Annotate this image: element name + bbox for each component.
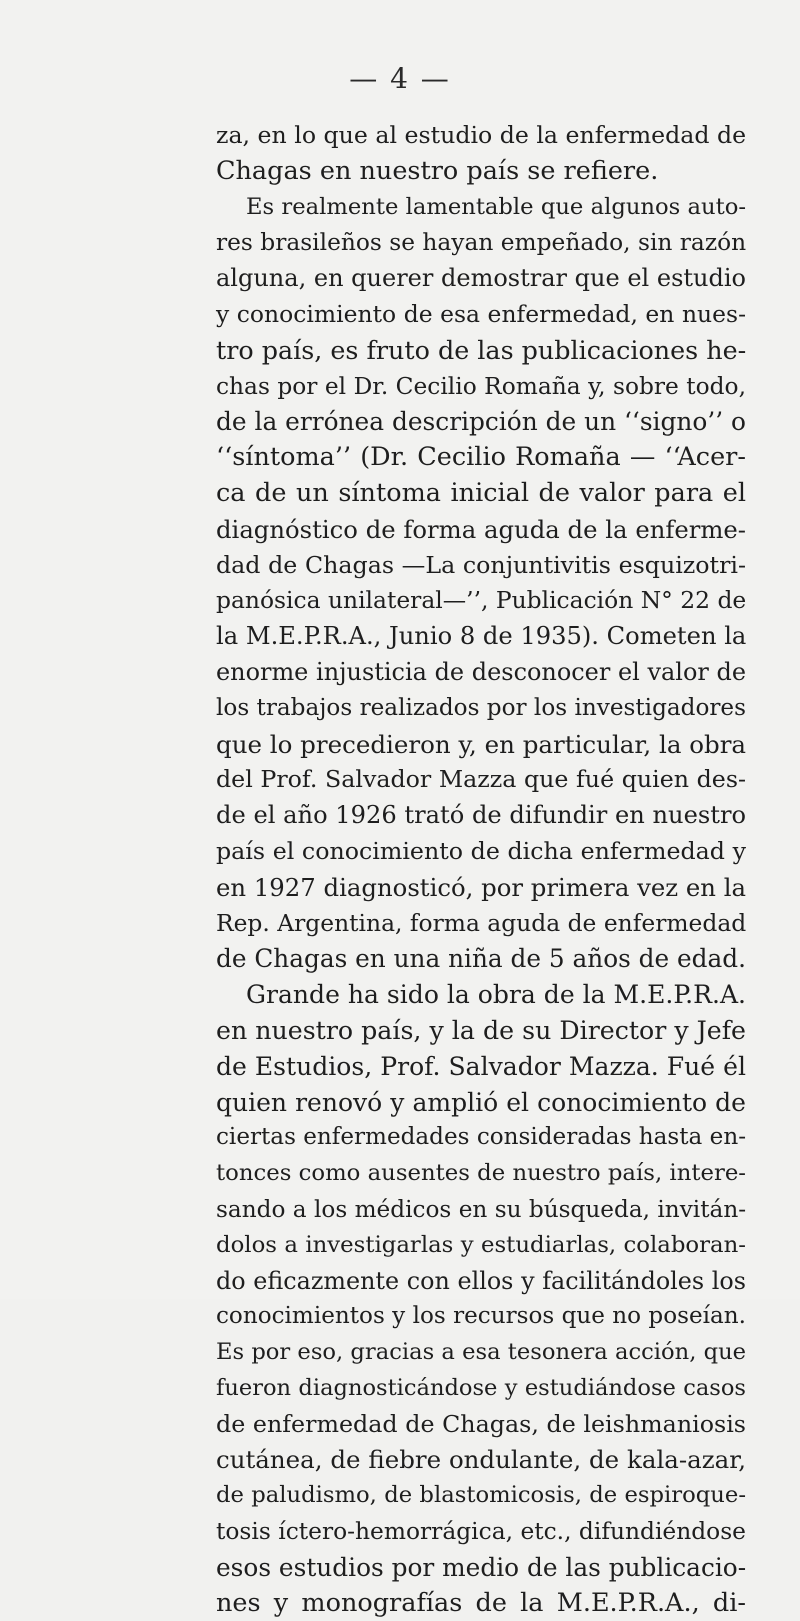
text-line: quien renovó y amplió el conocimiento de — [216, 1087, 746, 1117]
text-line: de el año 1926 trató de difundir en nuestro — [216, 801, 746, 830]
text-line: ca de un síntoma inicial de valor para el — [216, 477, 746, 508]
text-line: dad de Chagas —La conjuntivitis esquizotri- — [216, 550, 746, 579]
text-line: tro país, es fruto de las publicaciones he- — [216, 334, 747, 365]
text-line: diagnóstico de forma aguda de la enferme- — [216, 514, 746, 544]
text-line: enorme injusticia de desconocer el valor de — [216, 657, 746, 686]
text-line: país el conocimiento de dicha enfermedad y — [216, 836, 746, 865]
text-line: los trabajos realizados por los investigadores — [216, 694, 746, 721]
text-line: res brasileños se hayan empeñado, sin razón — [216, 229, 747, 257]
text-line: tonces como ausentes de nuestro país, intere- — [216, 1160, 746, 1187]
text-line: panósica unilateral—’’, Publicación N° 22 de — [216, 586, 747, 615]
text-line: ‘‘síntoma’’ (Dr. Cecilio Romaña — ‘‘Acer- — [216, 442, 746, 473]
text-line: nes y monografías de la M.E.P.R.A., di- — [216, 1587, 746, 1618]
page-number-header: — 4 — — [349, 62, 451, 95]
text-line: Es realmente lamentable que algunos auto- — [246, 193, 746, 220]
text-line: de Estudios, Prof. Salvador Mazza. Fué él — [216, 1051, 746, 1081]
text-line: en 1927 diagnosticó, por primera vez en la — [216, 872, 746, 902]
text-line: de paludismo, de blastomicosis, de espiroque- — [216, 1482, 746, 1509]
text-line: fueron diagnosticándose y estudiándose casos — [216, 1374, 746, 1401]
text-line: za, en lo que al estudio de la enfermedad de — [216, 121, 747, 149]
text-line: sando a los médicos en su búsqueda, invitán- — [216, 1195, 747, 1223]
text-line: Rep. Argentina, forma aguda de enfermedad — [216, 908, 747, 937]
text-line: ciertas enfermedades consideradas hasta en- — [216, 1124, 746, 1151]
text-line: la M.E.P.R.A., Junio 8 de 1935). Cometen la — [216, 622, 747, 651]
text-line: Grande ha sido la obra de la M.E.P.R.A. — [246, 980, 746, 1010]
text-line: de enfermedad de Chagas, de leishmaniosis — [216, 1409, 746, 1438]
text-line: chas por el Dr. Cecilio Romaña y, sobre todo, — [216, 372, 746, 400]
text-line: do eficazmente con ellos y facilitándoles los — [216, 1266, 746, 1295]
text-line: Chagas en nuestro país se refiere. — [216, 155, 659, 186]
text-line: dolos a investigarlas y estudiarlas, colaboran- — [216, 1231, 746, 1258]
text-line: en nuestro país, y la de su Director y Jefe — [216, 1015, 746, 1045]
text-line: cutánea, de fiebre ondulante, de kala-azar, — [216, 1445, 746, 1475]
text-line: de la errónea descripción de un ‘‘signo’’ o — [216, 407, 746, 437]
text-line: tosis íctero-hemorrágica, etc., difundiéndose — [216, 1517, 746, 1546]
text-line: Es por eso, gracias a esa tesonera acción, que — [216, 1339, 747, 1366]
text-line: del Prof. Salvador Mazza que fué quien des- — [216, 765, 746, 794]
text-line: de Chagas en una niña de 5 años de edad. — [216, 944, 746, 974]
text-line: alguna, en querer demostrar que el estudio — [216, 264, 746, 293]
text-line: conocimientos y los recursos que no poseían. — [216, 1303, 746, 1330]
text-line: esos estudios por medio de las publicacio- — [216, 1552, 747, 1582]
text-line: y conocimiento de esa enfermedad, en nues- — [216, 299, 746, 328]
text-line: que lo precedieron y, en particular, la obra — [216, 729, 747, 759]
body-text — [216, 118, 746, 1621]
